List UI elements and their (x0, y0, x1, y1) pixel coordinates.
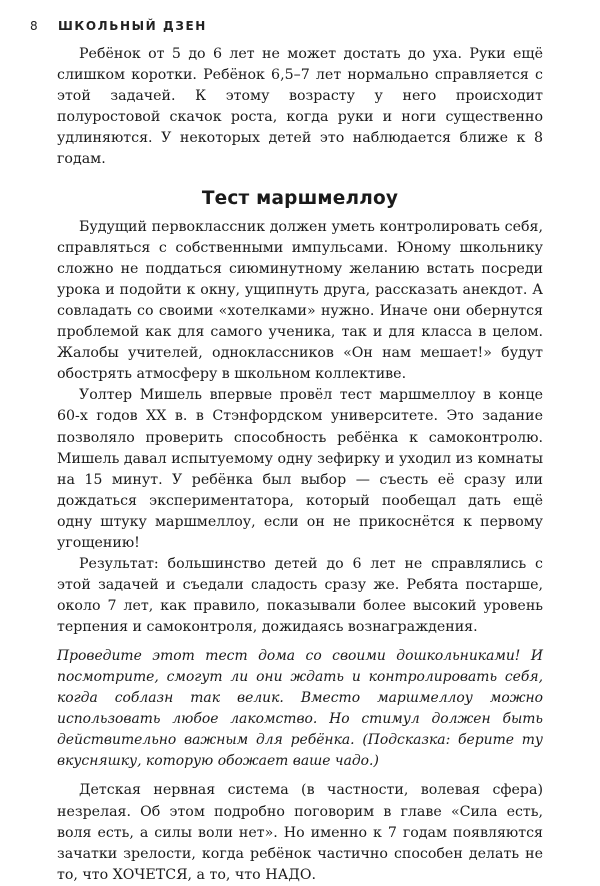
body-paragraph-3: Результат: большинство детей до 6 лет не справлялись с этой задачей и съедали сладость сразу же. Ребята постарше, около 7 лет, как правило, показывали более высокий уровень терпения и самоконтроля, дожидаясь вознаграждения. (57, 556, 543, 636)
body-paragraph-2: Уолтер Мишель впервые провёл тест маршмеллоу в конце 60-х годов XX в. в Стэнфордском университете. Это задание позволяло проверить способность ребёнка к самоконтролю. Мишель давал испытуемому одну зефирку и уходил из комнаты на 15 минут. У ребёнка был выбор — съесть её сразу или дождаться экспериментатора, который пообещал дать ещё одну штуку маршмеллоу, если он не прикоснётся к первому угощению! (57, 387, 543, 551)
section-title: Тест маршмеллоу (201, 187, 399, 209)
page-content (57, 44, 543, 886)
intro-paragraph: Ребёнок от 5 до 6 лет не может достать до уха. Руки ещё слишком коротки. Ребёнок 6,5–7 лет нормально справляется с этой задачей. К этому возрасту у него происходит полуростовой скачок роста, когда руки и ноги существенно удлиняются. У некоторых детей это наблюдается ближе к 8 годам. (57, 46, 543, 168)
page-number: 8 (30, 19, 40, 33)
italic-note: Проведите этот тест дома со своими дошкольниками! И посмотрите, смогут ли они ждать и контролировать себя, когда соблазн так велик. Вместо маршмеллоу можно использовать любое лакомство. Но стимул должен быть действительно важным для ребёнка. (Подсказка: берите ту вкусняшку, которую обожает ваше чадо.) (57, 648, 543, 770)
closing-paragraph: Детская нервная система (в частности, волевая сфера) незрелая. Об этом подробно поговорим в главе «Сила есть, воля есть, а силы воли нет». Но именно к 7 годам появляются зачатки зрелости, когда ребёнок частично способен делать не то, что ХОЧЕТСЯ, а то, что НАДО. (57, 782, 543, 883)
italic-note-block (57, 646, 543, 772)
body-paragraph-1: Будущий первоклассник должен уметь контролировать себя, справляться с собственными импульсами. Юному школьнику сложно не поддаться сиюминутному желанию встать посреди урока и подойти к окну, ущипнуть друга, рассказать анекдот. А совладать со своими «хотелками» нужно. Иначе они обернутся проблемой как для самого ученика, так и для класса в целом. Жалобы учителей, одноклассников «Он нам мешает!» будут обострять атмосферу в школьном коллективе. (57, 218, 543, 383)
running-header (30, 19, 207, 33)
book-title: ШКОЛЬНЫЙ ДЗЕН (58, 19, 207, 33)
